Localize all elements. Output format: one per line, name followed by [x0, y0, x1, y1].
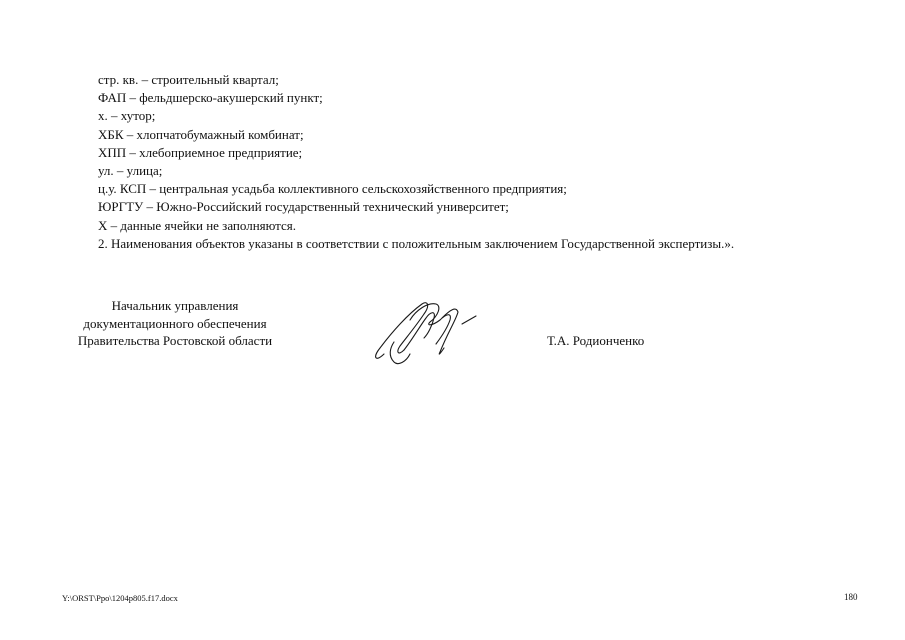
abbreviation-item: ФАП – фельдшерско-акушерский пункт;: [98, 90, 323, 106]
signer-position: [58, 297, 292, 350]
signer-name: Т.А. Родионченко: [547, 333, 645, 348]
position-line: Начальник управления: [111, 298, 239, 313]
signature-stroke: [462, 316, 476, 324]
footer-file-path: Y:\ORST\Ppo\1204p805.f17.docx: [62, 593, 178, 603]
note-item: 2. Наименования объектов указаны в соответствии с положительным заключением Государственной экспертизы.».: [98, 235, 735, 251]
handwritten-signature: [370, 292, 480, 368]
signature-stroke: [376, 303, 428, 359]
abbreviation-item: Х – данные ячейки не заполняются.: [98, 217, 297, 233]
abbreviation-item: стр. кв. – строительный квартал;: [98, 72, 279, 87]
page-number: 180: [844, 592, 858, 602]
abbreviation-item: ХПП – хлебоприемное предприятие;: [98, 144, 303, 160]
signature-stroke: [410, 304, 450, 344]
abbreviation-item: х. – хутор;: [98, 108, 156, 124]
abbreviation-item: ХБК – хлопчатобумажный комбинат;: [98, 126, 304, 142]
abbreviation-item: ц.у. КСП – центральная усадьба коллективного сельскохозяйственного предприятия;: [98, 181, 567, 197]
abbreviation-list: [98, 71, 734, 253]
abbreviation-item: ул. – улица;: [98, 163, 163, 179]
signature-stroke: [404, 313, 434, 350]
position-line: документационного обеспечения: [83, 315, 267, 331]
signature-stroke: [439, 309, 458, 354]
position-line: Правительства Ростовской области: [77, 333, 273, 348]
abbreviation-item: ЮРГТУ – Южно-Российский государственный технический университет;: [98, 199, 509, 215]
